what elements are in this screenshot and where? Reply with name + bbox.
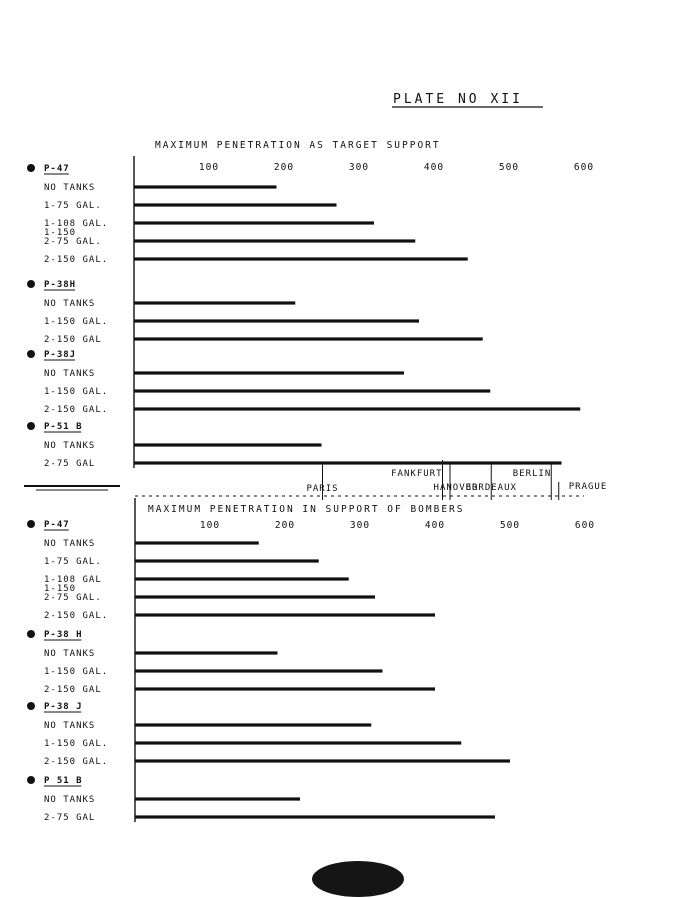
x-tick-label-600: 600 — [573, 162, 595, 173]
bar-p-38-h-2-150-gal — [135, 687, 435, 690]
city-label-prague: PRAGUE — [568, 482, 608, 492]
aircraft-bullet-p-38-j — [27, 702, 35, 710]
bar-p-51-b-2-75-gal — [134, 461, 562, 464]
bar-label-p-38j-1-150-gal: 1-150 GAL. — [44, 387, 109, 397]
ink-blot — [312, 861, 404, 897]
bar-label-p-38-h-2-150-gal: 2-150 GAL — [44, 685, 102, 695]
bar-label-p-47-no-tanks: NO TANKS — [44, 183, 96, 193]
aircraft-bullet-p-47 — [27, 164, 35, 172]
aircraft-label-p-51-b: P 51 B — [44, 776, 83, 786]
bar-p-47-1-150-or-2-75-gal — [135, 595, 375, 598]
bar-label-p-47-2-150-gal: 2-150 GAL. — [44, 611, 109, 621]
bar-p-47-1-150-or-2-75-gal — [134, 239, 415, 242]
bar-p-38h-2-150-gal — [134, 337, 483, 340]
x-tick-label-400: 400 — [423, 162, 445, 173]
x-tick-label-300: 300 — [348, 162, 370, 173]
aircraft-label-p-51-b: P-51 B — [44, 422, 83, 432]
bar-p-47-1-75-gal — [134, 203, 337, 206]
city-label-fankfurt: FANKFURT — [391, 469, 443, 479]
bar-label-p-38j-2-150-gal: 2-150 GAL. — [44, 405, 109, 415]
aircraft-bullet-p-38-h — [27, 630, 35, 638]
bar-label-p-51-b-2-75-gal: 2-75 GAL — [44, 459, 96, 469]
bar-p-38j-no-tanks — [134, 371, 404, 374]
bar-label-p-38h-2-150-gal: 2-150 GAL — [44, 335, 102, 345]
bar-label-p-38h-no-tanks: NO TANKS — [44, 299, 96, 309]
bar-p-38j-1-150-gal — [134, 389, 490, 392]
bar-p-38h-no-tanks — [134, 301, 295, 304]
x-tick-label-500: 500 — [499, 520, 521, 531]
x-tick-label-500: 500 — [498, 162, 520, 173]
bar-label-p-47-no-tanks: NO TANKS — [44, 539, 96, 549]
bar-p-47-1-108-gal — [134, 221, 374, 224]
bar-label-p-47-1-150-or-2-75-gal-line2: 2-75 GAL. — [44, 593, 102, 603]
bar-label-p-38-h-1-150-gal: 1-150 GAL. — [44, 667, 109, 677]
bar-label-p-38h-1-150-gal: 1-150 GAL. — [44, 317, 109, 327]
bar-label-p-51-b-no-tanks: NO TANKS — [44, 795, 96, 805]
aircraft-label-p-38-h: P-38 H — [44, 630, 83, 640]
aircraft-bullet-p-38h — [27, 280, 35, 288]
bar-p-51-b-2-75-gal — [135, 815, 495, 818]
aircraft-bullet-p-47 — [27, 520, 35, 528]
plate-title: PLATE NO XII — [393, 92, 523, 107]
bar-label-p-51-b-2-75-gal: 2-75 GAL — [44, 813, 96, 823]
city-label-paris: PARIS — [306, 484, 339, 494]
aircraft-bullet-p-51-b — [27, 776, 35, 784]
bar-p-47-1-108-gal — [135, 577, 349, 580]
x-tick-label-100: 100 — [199, 520, 221, 531]
bar-p-38-h-no-tanks — [135, 651, 278, 654]
x-axis-title: MAXIMUM PENETRATION AS TARGET SUPPORT — [155, 140, 441, 151]
aircraft-label-p-38j: P-38J — [44, 350, 77, 360]
bar-p-38-h-1-150-gal — [135, 669, 383, 672]
x-tick-label-200: 200 — [273, 162, 295, 173]
x-axis-title: MAXIMUM PENETRATION IN SUPPORT OF BOMBERS — [148, 504, 465, 515]
bar-label-p-47-1-150-or-2-75-gal-line1: 1-150 — [44, 584, 77, 594]
bar-p-47-1-75-gal — [135, 559, 319, 562]
bar-label-p-38-j-no-tanks: NO TANKS — [44, 721, 96, 731]
bar-p-38h-1-150-gal — [134, 319, 419, 322]
bomber-support-chart — [27, 498, 595, 823]
aircraft-label-p-47: P-47 — [44, 520, 70, 530]
aircraft-label-p-38h: P-38H — [44, 280, 77, 290]
bar-p-51-b-no-tanks — [134, 443, 322, 446]
bar-p-51-b-no-tanks — [135, 797, 300, 800]
bar-p-38-j-2-150-gal — [135, 759, 510, 762]
bar-p-38-j-no-tanks — [135, 723, 371, 726]
aircraft-bullet-p-38j — [27, 350, 35, 358]
bar-label-p-47-1-108-gal: 1-108 GAL — [44, 575, 102, 585]
city-label-berlin: BERLIN — [512, 469, 552, 479]
target-support-chart — [27, 140, 594, 469]
bar-label-p-38j-no-tanks: NO TANKS — [44, 369, 96, 379]
bar-p-47-2-150-gal — [135, 613, 435, 616]
x-tick-label-200: 200 — [274, 520, 296, 531]
bar-p-38j-2-150-gal — [134, 407, 580, 410]
bar-label-p-47-1-150-or-2-75-gal-line1: 1-150 — [44, 228, 77, 238]
bar-p-47-no-tanks — [134, 185, 277, 188]
aircraft-label-p-47: P-47 — [44, 164, 70, 174]
bar-label-p-47-1-108-gal: 1-108 GAL. — [44, 219, 109, 229]
bar-label-p-38-j-2-150-gal: 2-150 GAL. — [44, 757, 109, 767]
aircraft-bullet-p-51-b — [27, 422, 35, 430]
aircraft-label-p-38-j: P-38 J — [44, 702, 83, 712]
bar-p-38-j-1-150-gal — [135, 741, 461, 744]
x-tick-label-400: 400 — [424, 520, 446, 531]
bar-p-47-no-tanks — [135, 541, 259, 544]
bar-label-p-38-j-1-150-gal: 1-150 GAL. — [44, 739, 109, 749]
bar-label-p-47-1-150-or-2-75-gal-line2: 2-75 GAL. — [44, 237, 102, 247]
bar-label-p-47-1-75-gal: 1-75 GAL. — [44, 557, 102, 567]
reference-cities — [135, 460, 607, 500]
bar-label-p-47-1-75-gal: 1-75 GAL. — [44, 201, 102, 211]
x-tick-label-600: 600 — [574, 520, 596, 531]
city-label-bordeaux: BORDEAUX — [465, 483, 517, 493]
x-tick-label-300: 300 — [349, 520, 371, 531]
bar-p-47-2-150-gal — [134, 257, 468, 260]
bar-label-p-47-2-150-gal: 2-150 GAL. — [44, 255, 109, 265]
bar-label-p-51-b-no-tanks: NO TANKS — [44, 441, 96, 451]
city-label-hanover: HANOVER — [433, 483, 479, 493]
bar-label-p-38-h-no-tanks: NO TANKS — [44, 649, 96, 659]
x-tick-label-100: 100 — [198, 162, 220, 173]
